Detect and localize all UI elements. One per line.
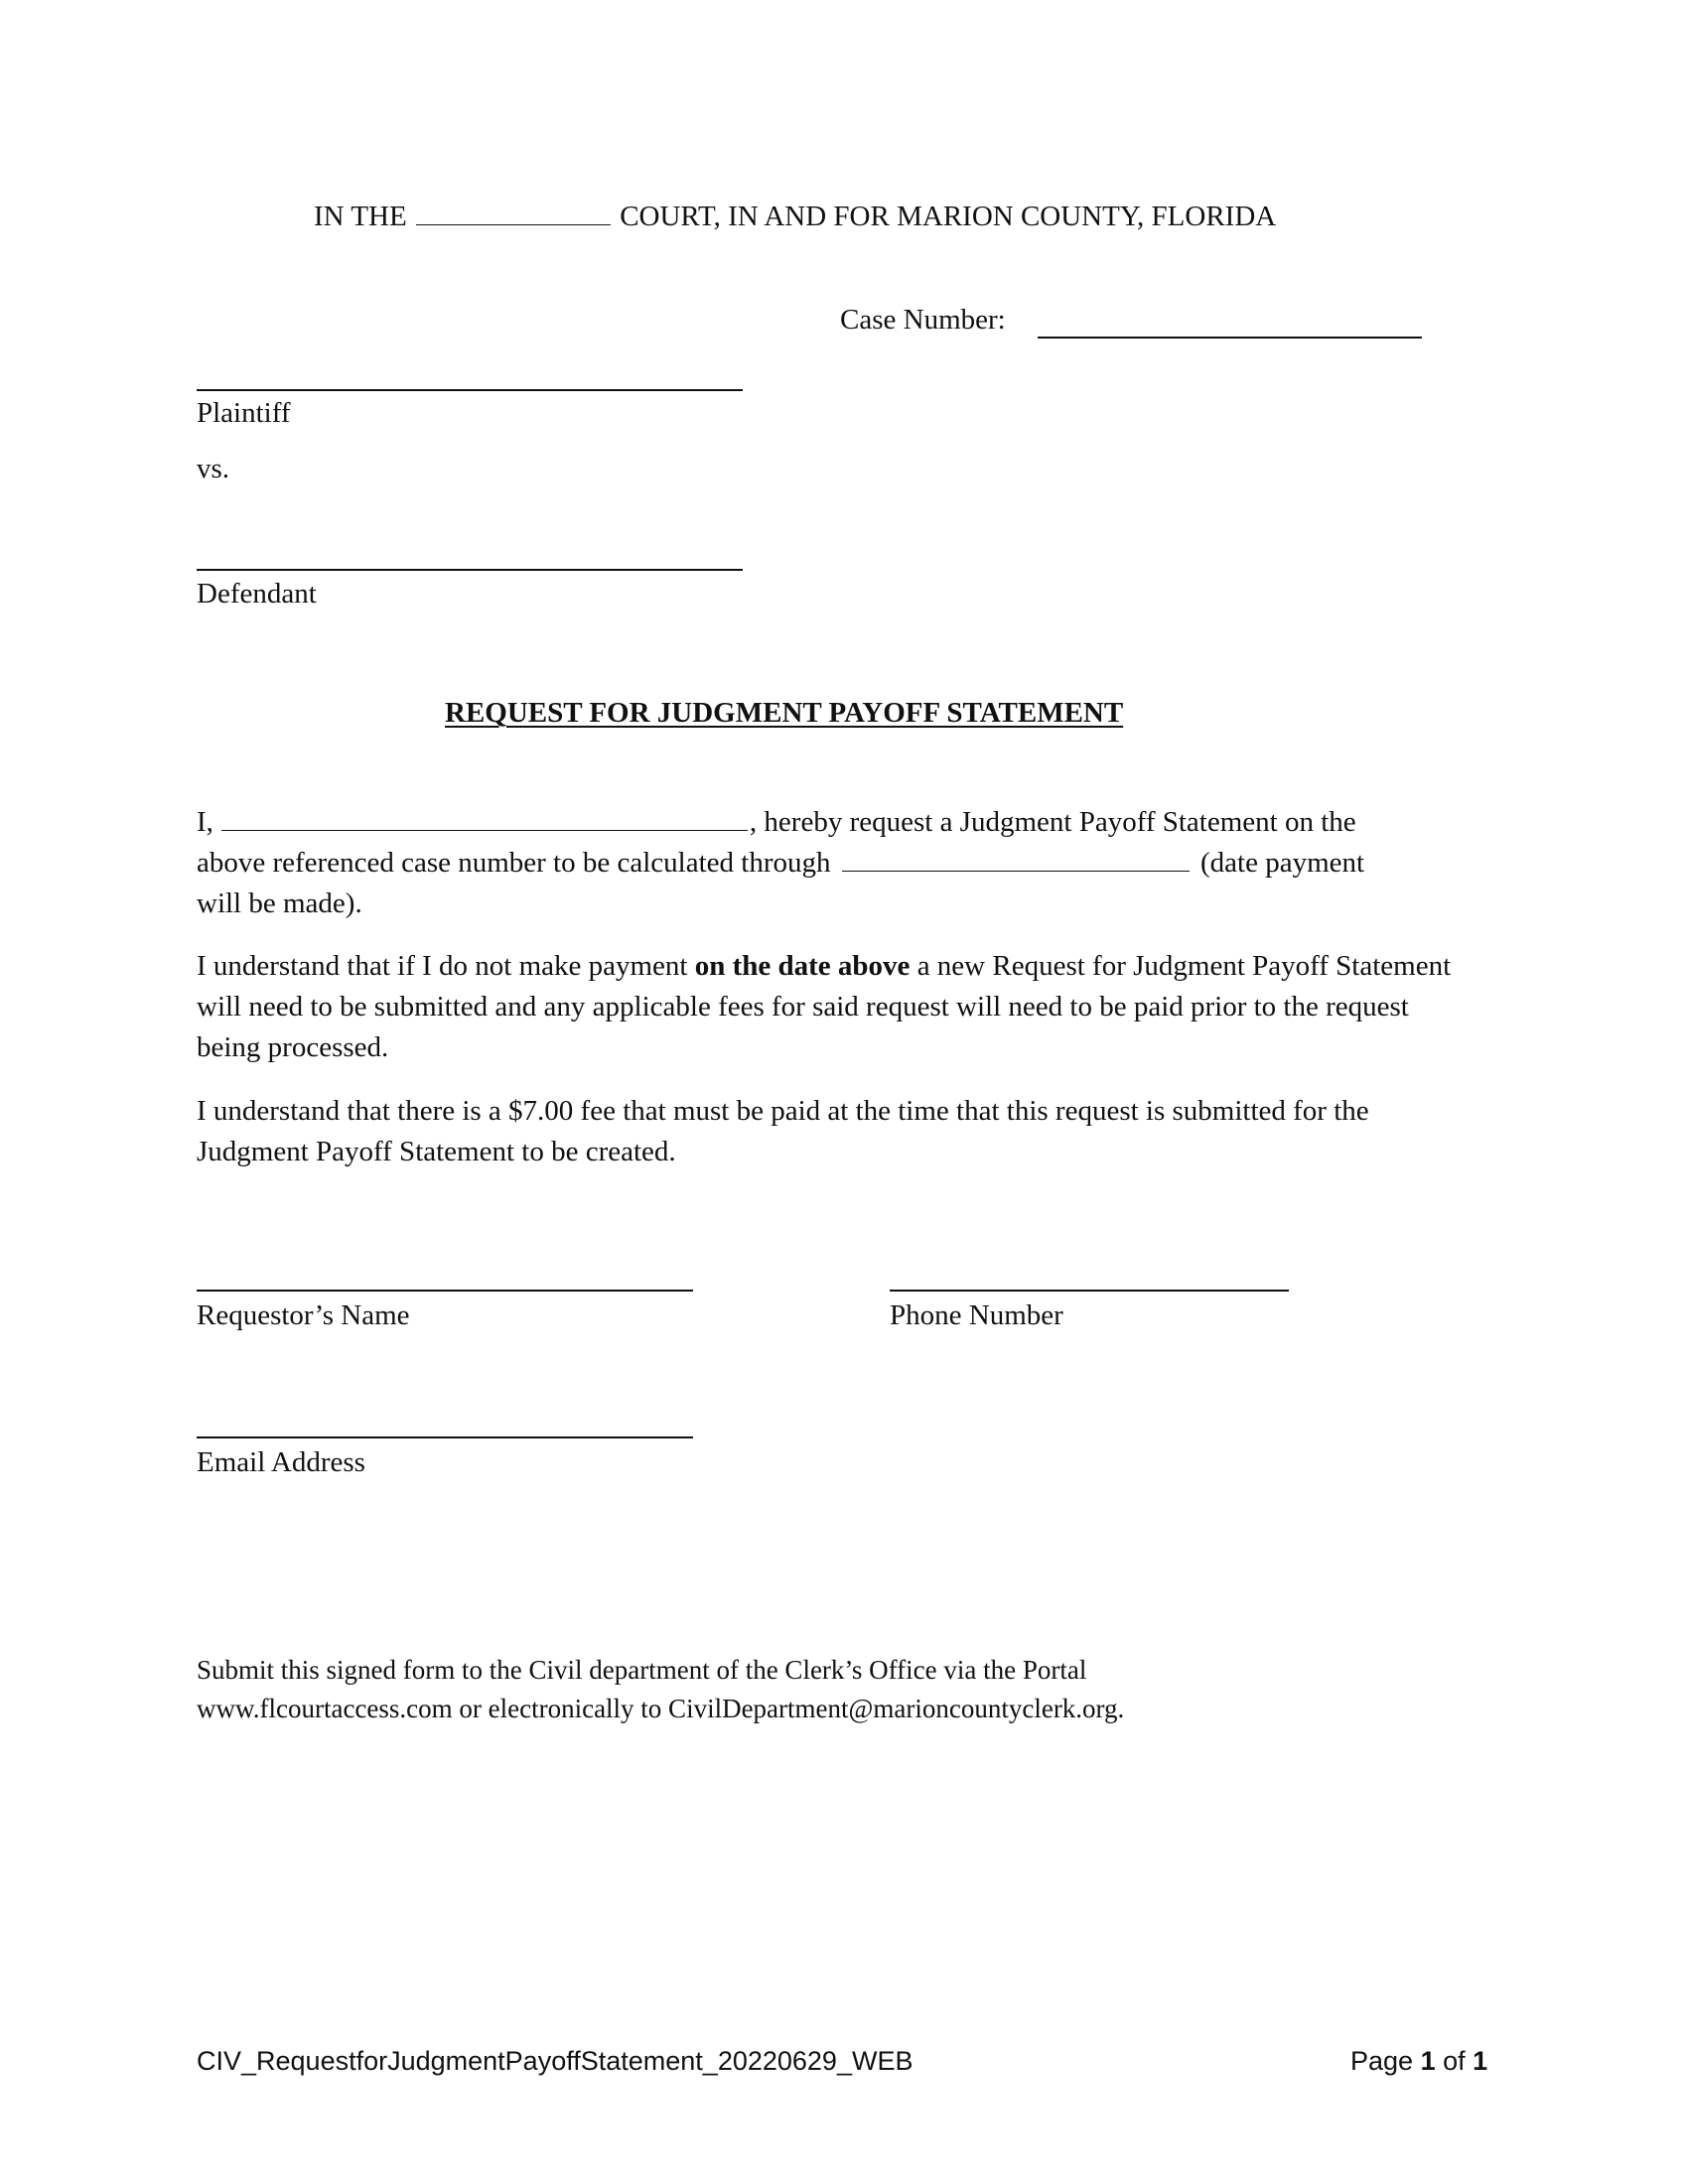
defendant-field[interactable]: [197, 569, 743, 571]
request-line-2: [197, 843, 1364, 884]
email-address-field[interactable]: [197, 1436, 693, 1438]
phone-number-label: Phone Number: [890, 1299, 1063, 1331]
request-text-1: , hereby request a Judgment Payoff Statement on the: [749, 806, 1356, 838]
page-total: 1: [1473, 2046, 1488, 2076]
plaintiff-label: Plaintiff: [197, 397, 291, 429]
page-of: of: [1443, 2046, 1466, 2076]
court-prefix: IN THE: [314, 201, 407, 232]
submit-line-1: Submit this signed form to the Civil department of the Clerk’s Office via the Portal: [197, 1655, 1087, 1685]
requestor-name-blank[interactable]: [221, 802, 748, 831]
versus-label: vs.: [197, 453, 230, 484]
plaintiff-field[interactable]: [197, 389, 743, 391]
submit-line-2: www.flcourtaccess.com or electronically to CivilDepartment@marioncountyclerk.org.: [197, 1694, 1125, 1723]
request-text-3: (date payment: [1199, 847, 1365, 879]
payment-understanding-paragraph: [197, 946, 1477, 1068]
email-address-label: Email Address: [197, 1446, 365, 1478]
request-text-2: above referenced case number to be calculated through: [197, 847, 831, 879]
p2-bold: on the date above: [694, 950, 911, 982]
court-header: [314, 197, 1276, 237]
p2-rest: a new Request for Judgment Payoff Statement will need to be submitted and any applicable fees for said request will need to be paid prior to the request being processed.: [197, 950, 1452, 1063]
requestor-name-label: Requestor’s Name: [197, 1299, 410, 1331]
payment-date-blank[interactable]: [842, 843, 1190, 872]
form-id: CIV_RequestforJudgmentPayoffStatement_20220629_WEB: [197, 2046, 914, 2076]
request-intro: I,: [197, 806, 213, 838]
p2-start: I understand that if I do not make payment: [197, 950, 688, 982]
phone-number-field[interactable]: [890, 1290, 1289, 1292]
fee-paragraph: I understand that there is a $7.00 fee that must be paid at the time that this request is submitted for the Judgment Payoff Statement to be created.: [197, 1095, 1369, 1167]
case-number-field[interactable]: [1038, 337, 1422, 339]
page-indicator: [1350, 2043, 1487, 2079]
form-title: REQUEST FOR JUDGMENT PAYOFF STATEMENT: [445, 697, 1124, 729]
page-current: 1: [1420, 2046, 1436, 2076]
requestor-name-field[interactable]: [197, 1290, 693, 1292]
page-word: Page: [1350, 2046, 1414, 2076]
court-name-blank[interactable]: [416, 197, 611, 225]
request-line-1: [197, 802, 1356, 843]
court-suffix: COURT, IN AND FOR MARION COUNTY, FLORIDA: [620, 201, 1277, 232]
submit-instructions: [197, 1651, 1124, 1728]
request-line-3: will be made).: [197, 887, 362, 919]
case-number-row: [840, 300, 1006, 341]
case-number-label: Case Number:: [840, 304, 1006, 336]
defendant-label: Defendant: [197, 578, 317, 610]
